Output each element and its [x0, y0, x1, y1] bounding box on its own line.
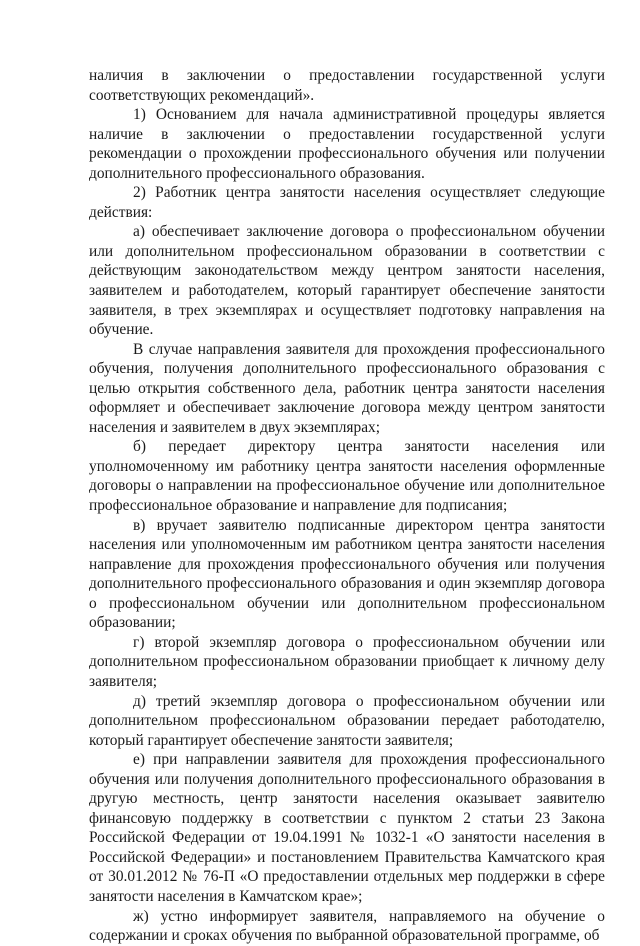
paragraph-continuation: наличия в заключении о предоставлении государственной услуги соответствующих рекомендаций».	[89, 67, 605, 104]
paragraph-subitem-a-note: В случае направления заявителя для прохождения профессионального обучения, получения дополнительного профессионального образования с целью открытия собственного дела, работник центра занятости населения оформляет и обеспечивает заключение договора между центром занятости населения и заявителем в двух экземплярах;	[89, 340, 605, 436]
paragraph-subitem-v: в) вручает заявителю подписанные директором центра занятости населения или уполномоченным им работником центра занятости населения направление для прохождения профессионального обучения или получения дополнительного профессионального образования и один экземпляр договора о профессиональном обучении или дополнительном профессиональном образовании;	[89, 516, 605, 632]
paragraph-subitem-e: е) при направлении заявителя для прохождения профессионального обучения или получения дополнительного профессионального образования в другую местность, центр занятости населения оказывает заявителю финансовую поддержку в соответствии с пунктом 2 статьи 23 Закона Российской Федерации от 19.04.1991 № 1032-1 «О занятости населения в Российской Федерации» и постановлением Правительства Камчатского края от 30.01.2012 № 76-П «О предоставлении отдельных мер поддержки в сфере занятости населения в Камчатском крае»;	[89, 751, 605, 905]
paragraph-item-2: 2) Работник центра занятости населения осуществляет следующие действия:	[89, 184, 605, 221]
paragraph-subitem-b: б) передает директору центра занятости населения или уполномоченному им работнику центра занятости населения оформленные договоры о направлении на профессиональное обучение или дополнительное профессиональное образование и направление для подписания;	[89, 438, 605, 515]
paragraph-subitem-g: г) второй экземпляр договора о профессиональном обучении или дополнительном профессиональном образовании приобщает к личному делу заявителя;	[89, 633, 605, 690]
paragraph-subitem-zh: ж) устно информирует заявителя, направляемого на обучение о содержании и сроках обучения по выбранной образовательной программе, об	[89, 907, 605, 945]
paragraph-subitem-a: а) обеспечивает заключение договора о профессиональном обучении или дополнительном профессиональном образовании в соответствии с действующим законодательством между центром занятости населения, заявителем и работодателем, который гарантирует обеспечение занятости заявителя, в трех экземплярах и осуществляет подготовку направления на обучение.	[89, 223, 605, 339]
paragraph-subitem-d: д) третий экземпляр договора о профессиональном обучении или дополнительном профессиональном образовании передает работодателю, который гарантирует обеспечение занятости заявителя;	[89, 692, 605, 749]
document-page	[89, 66, 605, 946]
paragraph-item-1: 1) Основанием для начала административной процедуры является наличие в заключении о предоставлении государственной услуги рекомендации о прохождении профессионального обучения или получении дополнительного профессионального образования.	[89, 106, 605, 182]
